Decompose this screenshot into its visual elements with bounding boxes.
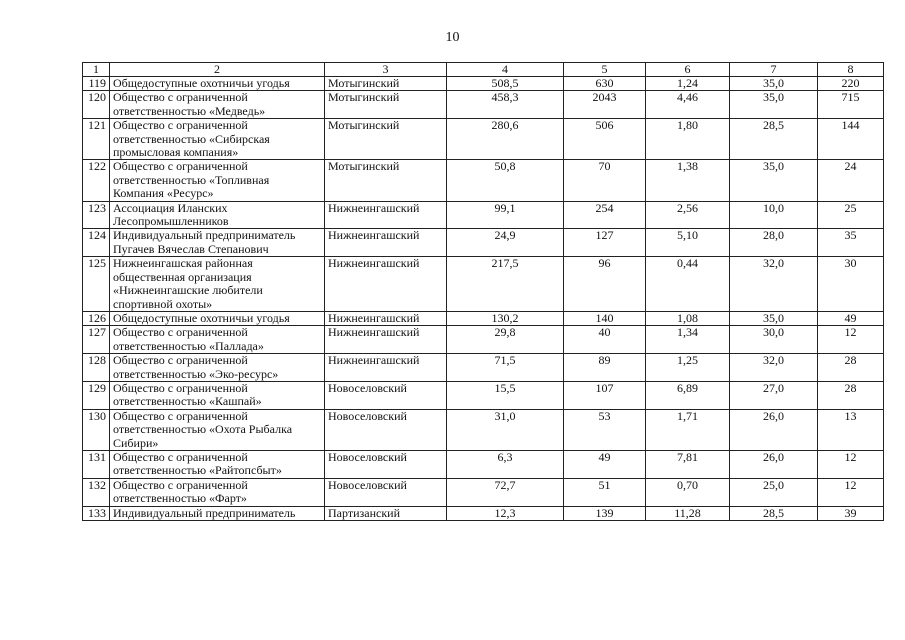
value-col7-cell: 30,0 <box>730 326 818 354</box>
organization-cell: Общество с ограниченной ответственностью «Охота Рыбалка Сибири» <box>110 409 325 450</box>
value-col7-cell: 35,0 <box>730 91 818 119</box>
value-col4-cell: 458,3 <box>447 91 564 119</box>
organization-cell: Ассоциация Иланских Лесопромышленников <box>110 201 325 229</box>
value-col8-cell: 12 <box>818 478 884 506</box>
row-number-cell: 124 <box>83 229 110 257</box>
organization-cell: Индивидуальный предприниматель <box>110 506 325 520</box>
value-col8-cell: 144 <box>818 119 884 160</box>
row-number-cell: 122 <box>83 160 110 201</box>
value-col7-cell: 10,0 <box>730 201 818 229</box>
district-cell: Мотыгинский <box>325 160 447 201</box>
value-col6-cell: 1,08 <box>646 311 730 325</box>
row-number-cell: 131 <box>83 450 110 478</box>
value-col6-cell: 1,80 <box>646 119 730 160</box>
table-row <box>83 229 884 257</box>
organization-cell: Общество с ограниченной ответственностью «Райтопсбыт» <box>110 450 325 478</box>
table-row <box>83 311 884 325</box>
organization-cell: Общество с ограниченной ответственностью «Эко-ресурс» <box>110 354 325 382</box>
row-number-cell: 133 <box>83 506 110 520</box>
value-col6-cell: 5,10 <box>646 229 730 257</box>
table-row <box>83 91 884 119</box>
value-col6-cell: 11,28 <box>646 506 730 520</box>
value-col8-cell: 28 <box>818 354 884 382</box>
value-col4-cell: 15,5 <box>447 381 564 409</box>
organization-cell: Общество с ограниченной ответственностью «Паллада» <box>110 326 325 354</box>
table-row <box>83 201 884 229</box>
value-col5-cell: 49 <box>564 450 646 478</box>
data-table <box>82 62 884 521</box>
value-col8-cell: 35 <box>818 229 884 257</box>
value-col6-cell: 1,38 <box>646 160 730 201</box>
district-cell: Новоселовский <box>325 450 447 478</box>
value-col7-cell: 26,0 <box>730 409 818 450</box>
table-body <box>83 77 884 521</box>
value-col7-cell: 26,0 <box>730 450 818 478</box>
value-col6-cell: 6,89 <box>646 381 730 409</box>
value-col5-cell: 127 <box>564 229 646 257</box>
header-row <box>83 63 884 77</box>
header-cell: 2 <box>110 63 325 77</box>
row-number-cell: 128 <box>83 354 110 382</box>
table-row <box>83 119 884 160</box>
header-cell: 7 <box>730 63 818 77</box>
organization-cell: Общество с ограниченной ответственностью «Кашпай» <box>110 381 325 409</box>
value-col7-cell: 32,0 <box>730 354 818 382</box>
header-cell: 6 <box>646 63 730 77</box>
organization-cell: Общество с ограниченной ответственностью «Медведь» <box>110 91 325 119</box>
header-cell: 5 <box>564 63 646 77</box>
organization-cell: Общедоступные охотничьи угодья <box>110 311 325 325</box>
value-col5-cell: 107 <box>564 381 646 409</box>
district-cell: Новоселовский <box>325 409 447 450</box>
table-row <box>83 326 884 354</box>
district-cell: Нижнеингашский <box>325 354 447 382</box>
value-col6-cell: 1,25 <box>646 354 730 382</box>
organization-cell: Нижнеингашская районная общественная организация «Нижнеингашские любители спортивной охоты» <box>110 257 325 312</box>
value-col8-cell: 28 <box>818 381 884 409</box>
value-col6-cell: 1,71 <box>646 409 730 450</box>
value-col6-cell: 1,24 <box>646 77 730 91</box>
value-col5-cell: 53 <box>564 409 646 450</box>
value-col6-cell: 1,34 <box>646 326 730 354</box>
value-col7-cell: 35,0 <box>730 77 818 91</box>
district-cell: Мотыгинский <box>325 119 447 160</box>
district-cell: Нижнеингашский <box>325 311 447 325</box>
value-col8-cell: 49 <box>818 311 884 325</box>
organization-cell: Общедоступные охотничьи угодья <box>110 77 325 91</box>
value-col7-cell: 32,0 <box>730 257 818 312</box>
value-col6-cell: 2,56 <box>646 201 730 229</box>
district-cell: Нижнеингашский <box>325 257 447 312</box>
table-row <box>83 506 884 520</box>
value-col4-cell: 6,3 <box>447 450 564 478</box>
value-col4-cell: 130,2 <box>447 311 564 325</box>
value-col8-cell: 220 <box>818 77 884 91</box>
value-col8-cell: 715 <box>818 91 884 119</box>
table-row <box>83 381 884 409</box>
value-col4-cell: 29,8 <box>447 326 564 354</box>
district-cell: Нижнеингашский <box>325 326 447 354</box>
district-cell: Нижнеингашский <box>325 201 447 229</box>
table-row <box>83 478 884 506</box>
value-col6-cell: 4,46 <box>646 91 730 119</box>
value-col4-cell: 50,8 <box>447 160 564 201</box>
value-col7-cell: 27,0 <box>730 381 818 409</box>
value-col7-cell: 28,0 <box>730 229 818 257</box>
value-col4-cell: 99,1 <box>447 201 564 229</box>
value-col4-cell: 12,3 <box>447 506 564 520</box>
value-col6-cell: 7,81 <box>646 450 730 478</box>
value-col6-cell: 0,44 <box>646 257 730 312</box>
value-col4-cell: 72,7 <box>447 478 564 506</box>
value-col5-cell: 140 <box>564 311 646 325</box>
row-number-cell: 129 <box>83 381 110 409</box>
value-col8-cell: 12 <box>818 326 884 354</box>
value-col7-cell: 28,5 <box>730 119 818 160</box>
table-row <box>83 160 884 201</box>
value-col4-cell: 508,5 <box>447 77 564 91</box>
table-row <box>83 450 884 478</box>
organization-cell: Общество с ограниченной ответственностью «Фарт» <box>110 478 325 506</box>
value-col6-cell: 0,70 <box>646 478 730 506</box>
row-number-cell: 132 <box>83 478 110 506</box>
table-row <box>83 354 884 382</box>
value-col5-cell: 630 <box>564 77 646 91</box>
organization-cell: Общество с ограниченной ответственностью «Сибирская промысловая компания» <box>110 119 325 160</box>
row-number-cell: 120 <box>83 91 110 119</box>
value-col4-cell: 24,9 <box>447 229 564 257</box>
header-cell: 1 <box>83 63 110 77</box>
value-col8-cell: 13 <box>818 409 884 450</box>
value-col5-cell: 254 <box>564 201 646 229</box>
value-col8-cell: 24 <box>818 160 884 201</box>
row-number-cell: 119 <box>83 77 110 91</box>
value-col5-cell: 96 <box>564 257 646 312</box>
table-row <box>83 77 884 91</box>
district-cell: Мотыгинский <box>325 91 447 119</box>
header-cell: 4 <box>447 63 564 77</box>
value-col5-cell: 70 <box>564 160 646 201</box>
table-row <box>83 257 884 312</box>
value-col4-cell: 71,5 <box>447 354 564 382</box>
value-col7-cell: 35,0 <box>730 160 818 201</box>
value-col8-cell: 12 <box>818 450 884 478</box>
header-cell: 8 <box>818 63 884 77</box>
value-col7-cell: 25,0 <box>730 478 818 506</box>
value-col5-cell: 506 <box>564 119 646 160</box>
district-cell: Новоселовский <box>325 478 447 506</box>
organization-cell: Индивидуальный предприниматель Пугачев Вячеслав Степанович <box>110 229 325 257</box>
district-cell: Партизанский <box>325 506 447 520</box>
row-number-cell: 130 <box>83 409 110 450</box>
row-number-cell: 121 <box>83 119 110 160</box>
row-number-cell: 125 <box>83 257 110 312</box>
organization-cell: Общество с ограниченной ответственностью «Топливная Компания «Ресурс» <box>110 160 325 201</box>
value-col8-cell: 39 <box>818 506 884 520</box>
value-col5-cell: 40 <box>564 326 646 354</box>
page-number: 10 <box>445 30 460 45</box>
value-col4-cell: 280,6 <box>447 119 564 160</box>
value-col5-cell: 51 <box>564 478 646 506</box>
value-col7-cell: 28,5 <box>730 506 818 520</box>
value-col5-cell: 2043 <box>564 91 646 119</box>
row-number-cell: 127 <box>83 326 110 354</box>
row-number-cell: 123 <box>83 201 110 229</box>
header-cell: 3 <box>325 63 447 77</box>
value-col8-cell: 25 <box>818 201 884 229</box>
district-cell: Нижнеингашский <box>325 229 447 257</box>
table-row <box>83 409 884 450</box>
value-col7-cell: 35,0 <box>730 311 818 325</box>
value-col5-cell: 89 <box>564 354 646 382</box>
value-col8-cell: 30 <box>818 257 884 312</box>
value-col4-cell: 31,0 <box>447 409 564 450</box>
row-number-cell: 126 <box>83 311 110 325</box>
value-col5-cell: 139 <box>564 506 646 520</box>
value-col4-cell: 217,5 <box>447 257 564 312</box>
district-cell: Мотыгинский <box>325 77 447 91</box>
district-cell: Новоселовский <box>325 381 447 409</box>
